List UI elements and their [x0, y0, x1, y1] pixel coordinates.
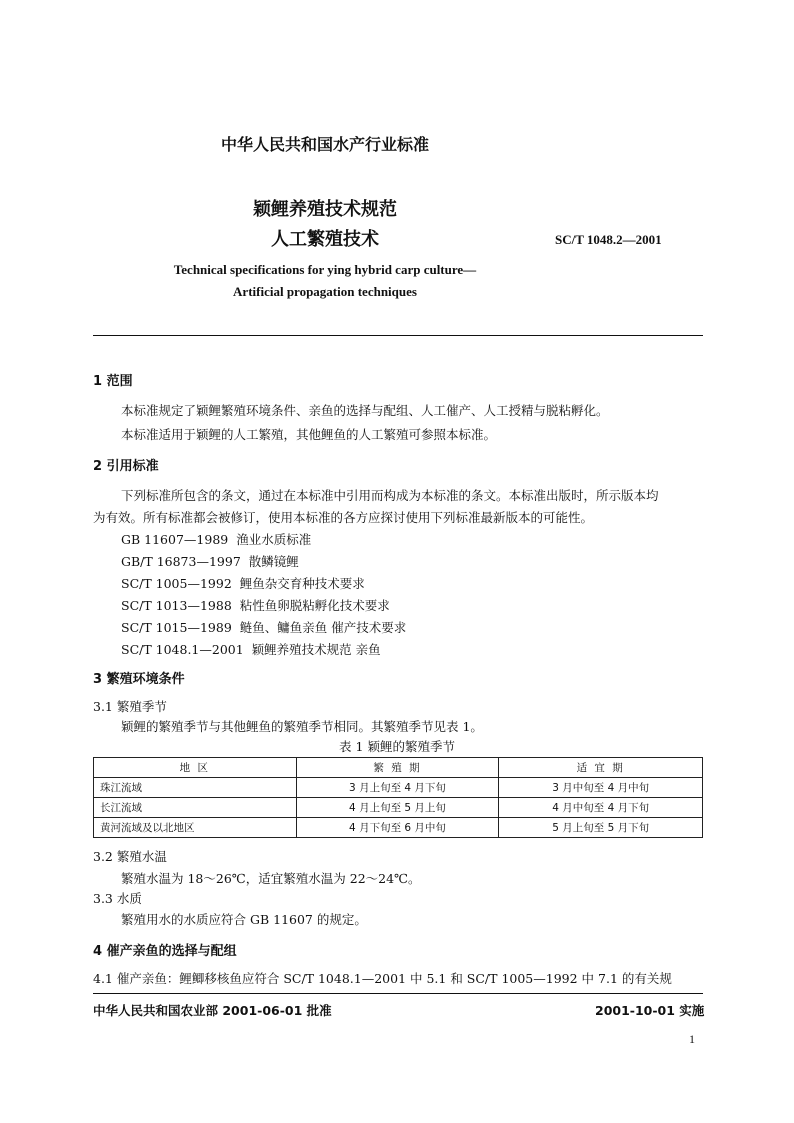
section-4-heading: 4 催产亲鱼的选择与配组 [93, 944, 237, 959]
table-cell: 4 月下旬至 6 月中旬 [296, 818, 499, 838]
reference-item [121, 640, 381, 658]
reference-code: SC/T 1048.1—2001 [121, 642, 244, 657]
table-cell: 长江流域 [94, 798, 297, 818]
section-2-paragraph-line2: 为有效。所有标准都会被修订，使用本标准的各方应探讨使用下列标准最新版本的可能性。 [93, 510, 594, 525]
table-row [94, 818, 703, 838]
section-3-3-heading: 3.3 水质 [93, 891, 142, 906]
implementation-date: 2001-10-01 实施 [595, 1003, 705, 1018]
reference-name: 颖鲤养殖技术规范 亲鱼 [251, 642, 381, 657]
column-header: 适 宜 期 [499, 758, 703, 778]
standard-title: 颖鲤养殖技术规范 [253, 199, 397, 220]
reference-name: 散鳞镜鲤 [248, 554, 299, 569]
table-cell: 4 月中旬至 4 月下旬 [499, 798, 703, 818]
section-3-1-heading: 3.1 繁殖季节 [93, 699, 167, 714]
reference-item [121, 530, 311, 548]
reference-item [121, 618, 406, 636]
table-caption: 表 1 颖鲤的繁殖季节 [339, 739, 455, 754]
section-2-paragraph-line1: 下列标准所包含的条文，通过在本标准中引用而构成为本标准的条文。本标准出版时，所示版本均 [121, 488, 659, 503]
section-3-3-text: 繁殖用水的水质应符合 GB 11607 的规定。 [121, 912, 367, 927]
reference-code: SC/T 1013—1988 [121, 598, 232, 613]
table-cell: 3 月上旬至 4 月下旬 [296, 778, 499, 798]
section-1-paragraph-2: 本标准适用于颖鲤的人工繁殖，其他鲤鱼的人工繁殖可参照本标准。 [121, 427, 497, 442]
column-header: 繁 殖 期 [296, 758, 499, 778]
english-title-line2: Artificial propagation techniques [233, 284, 417, 299]
section-3-heading: 3 繁殖环境条件 [93, 672, 185, 687]
reference-item [121, 596, 390, 614]
approval-statement: 中华人民共和国农业部 2001-06-01 批准 [93, 1003, 332, 1018]
header-divider [93, 335, 703, 336]
table-row [94, 778, 703, 798]
section-1-paragraph-1: 本标准规定了颖鲤繁殖环境条件、亲鱼的选择与配组、人工催产、人工授精与脱粘孵化。 [121, 403, 609, 418]
issuing-body-title: 中华人民共和国水产行业标准 [220, 135, 429, 154]
reference-name: 鲤鱼杂交育种技术要求 [239, 576, 365, 591]
reference-code: GB 11607—1989 [121, 532, 229, 547]
table-cell: 黄河流域及以北地区 [94, 818, 297, 838]
section-3-2-heading: 3.2 繁殖水温 [93, 849, 167, 864]
reference-code: GB/T 16873—1997 [121, 554, 241, 569]
table-cell: 5 月上旬至 5 月下旬 [499, 818, 703, 838]
reference-item [121, 552, 299, 570]
breeding-season-table [93, 757, 703, 838]
section-4-1-text: 4.1 催产亲鱼：鲤鲫移核鱼应符合 SC/T 1048.1—2001 中 5.1 和 SC/T 1005—1992 中 7.1 的有关规 [93, 971, 672, 986]
table-header-row [94, 758, 703, 778]
table-row [94, 798, 703, 818]
reference-name: 渔业水质标准 [236, 532, 312, 547]
page-number: 1 [689, 1032, 695, 1046]
english-title-line1: Technical specifications for ying hybrid carp culture— [173, 262, 477, 277]
standard-code: SC/T 1048.2—2001 [555, 232, 662, 247]
table-cell: 4 月上旬至 5 月上旬 [296, 798, 499, 818]
table-cell: 珠江流域 [94, 778, 297, 798]
reference-name: 鲢鱼、鳙鱼亲鱼 催产技术要求 [239, 620, 407, 635]
reference-name: 粘性鱼卵脱粘孵化技术要求 [239, 598, 390, 613]
standard-subtitle: 人工繁殖技术 [271, 229, 379, 250]
table-cell: 3 月中旬至 4 月中旬 [499, 778, 703, 798]
reference-code: SC/T 1005—1992 [121, 576, 232, 591]
section-3-1-text: 颖鲤的繁殖季节与其他鲤鱼的繁殖季节相同。其繁殖季节见表 1。 [121, 719, 483, 734]
reference-item [121, 574, 365, 592]
section-2-heading: 2 引用标准 [93, 459, 159, 474]
reference-code: SC/T 1015—1989 [121, 620, 232, 635]
footer-divider [93, 993, 703, 994]
section-1-heading: 1 范围 [93, 374, 133, 389]
section-3-2-text: 繁殖水温为 18～26℃，适宜繁殖水温为 22～24℃。 [121, 871, 421, 886]
column-header: 地 区 [94, 758, 297, 778]
